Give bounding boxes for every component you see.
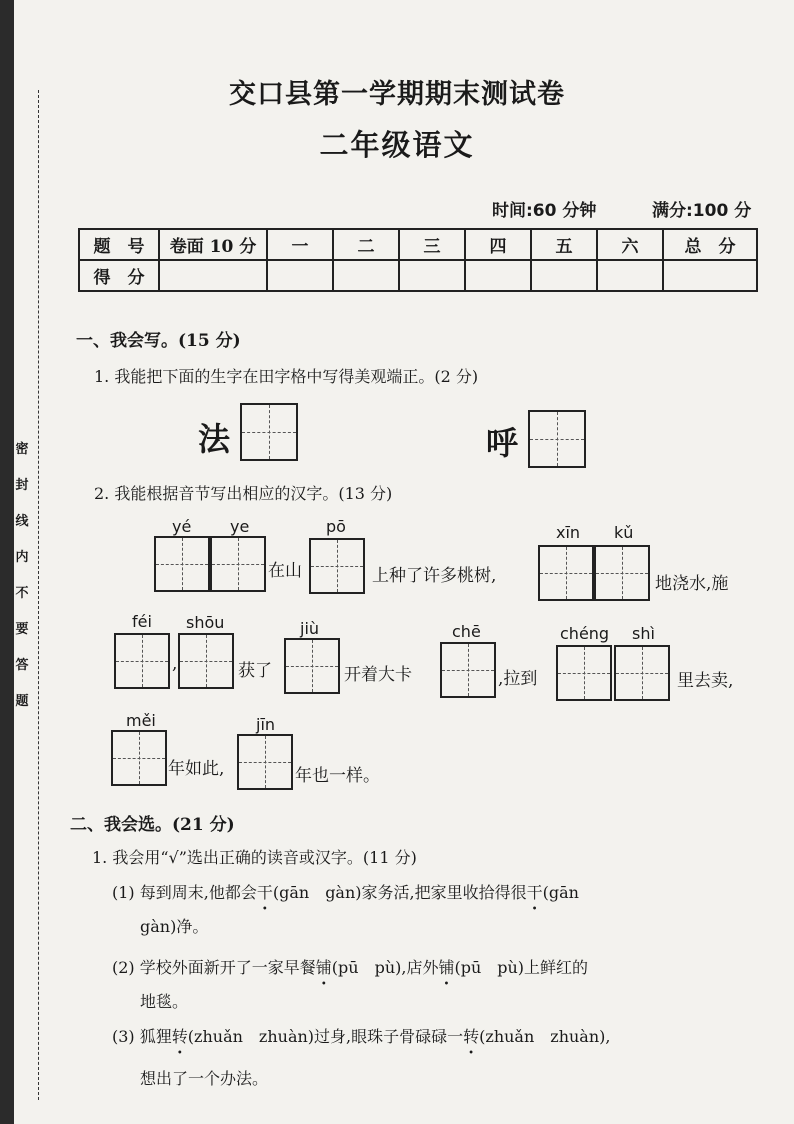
score-input-cell[interactable] <box>663 260 757 291</box>
pinyin-options[interactable]: (pū pù)上鲜红的 <box>454 958 589 977</box>
item-text: 想出了一个办法。 <box>140 1069 269 1088</box>
target-char: 转 <box>171 1027 188 1046</box>
sentence-text: 地浇水,施 <box>655 574 729 594</box>
tianzige-box[interactable] <box>614 645 670 701</box>
exam-subtitle: 二年级语文 <box>319 128 475 162</box>
seal-char: 内 <box>15 550 29 565</box>
model-char-fa: 法 <box>198 420 231 458</box>
pinyin: ye <box>230 517 250 536</box>
score-input-cell[interactable] <box>465 260 531 291</box>
score-cell: 六 <box>597 229 663 260</box>
seal-char: 要 <box>15 622 29 637</box>
model-char-hu: 呼 <box>486 424 519 462</box>
tianzige-box[interactable] <box>556 645 612 701</box>
sentence-text: , <box>172 654 178 674</box>
score-input-cell[interactable] <box>399 260 465 291</box>
score-cell: 一 <box>267 229 333 260</box>
sentence-text: 年也一样。 <box>295 766 380 786</box>
exam-time: 时间:60 分钟 <box>492 201 597 221</box>
tianzige-box[interactable] <box>284 638 340 694</box>
score-cell: 二 <box>333 229 399 260</box>
sentence-text: 上种了许多桃树, <box>372 566 497 586</box>
pinyin-options[interactable]: (gān <box>542 883 579 902</box>
score-input-cell[interactable] <box>531 260 597 291</box>
item-text: (2) 学校外面新开了一家早餐 <box>112 958 316 977</box>
tianzige-box[interactable] <box>178 633 234 689</box>
exam-full-score: 满分:100 分 <box>652 201 752 221</box>
pinyin-options[interactable]: (pū pù),店外 <box>331 958 439 977</box>
tianzige-box[interactable] <box>237 734 293 790</box>
choice-item-2 <box>112 955 588 978</box>
score-cell: 卷面 10 分 <box>159 229 267 260</box>
sentence-text: 获了 <box>238 661 272 681</box>
item-text: (3) 狐狸 <box>112 1027 172 1046</box>
seal-char: 线 <box>15 514 29 529</box>
tianzige-box[interactable] <box>240 403 298 461</box>
tianzige-box[interactable] <box>538 545 594 601</box>
binding-line <box>38 90 40 1100</box>
sentence-text: 里去卖, <box>677 671 734 691</box>
item-text: (1) 每到周末,他都会 <box>112 883 257 902</box>
choice-item-1 <box>112 880 579 903</box>
seal-char: 答 <box>15 658 29 673</box>
pinyin: xīn <box>556 523 581 542</box>
seal-line-text <box>12 440 32 728</box>
seal-char: 题 <box>15 694 29 709</box>
pinyin: féi <box>132 612 152 631</box>
seal-char: 密 <box>15 442 29 457</box>
target-char: 干 <box>256 883 273 902</box>
target-char: 铺 <box>315 958 332 977</box>
pinyin-options[interactable]: (gān gàn)家务活,把家里收拾得很 <box>272 883 527 902</box>
tianzige-box[interactable] <box>114 633 170 689</box>
score-table-header-row <box>79 229 757 260</box>
pinyin: shì <box>632 624 655 643</box>
pinyin-options[interactable]: (zhuǎn zhuàn), <box>479 1027 611 1046</box>
section-2-title: 二、我会选。(21 分) <box>70 815 235 835</box>
score-cell: 三 <box>399 229 465 260</box>
target-char: 转 <box>463 1027 480 1046</box>
tianzige-box[interactable] <box>111 730 167 786</box>
pinyin: chéng <box>560 624 610 643</box>
pinyin-options[interactable]: (zhuǎn zhuàn)过身,眼珠子骨碌碌一 <box>187 1027 464 1046</box>
tianzige-box[interactable] <box>154 536 210 592</box>
score-input-cell[interactable] <box>159 260 267 291</box>
sentence-text: 在山 <box>268 561 302 581</box>
question-1-2: 2. 我能根据音节写出相应的汉字。(13 分) <box>94 484 393 503</box>
pinyin: jiù <box>300 619 320 638</box>
tianzige-box[interactable] <box>309 538 365 594</box>
tianzige-box[interactable] <box>440 642 496 698</box>
exam-title: 交口县第一学期期末测试卷 <box>229 79 565 110</box>
section-1-title: 一、我会写。(15 分) <box>76 331 241 351</box>
choice-item-3 <box>112 1024 610 1047</box>
score-input-cell[interactable] <box>267 260 333 291</box>
score-cell: 总 分 <box>663 229 757 260</box>
tianzige-box[interactable] <box>210 536 266 592</box>
seal-char: 不 <box>15 586 29 601</box>
target-char: 铺 <box>438 958 455 977</box>
score-input-cell[interactable] <box>597 260 663 291</box>
score-cell: 得 分 <box>79 260 159 291</box>
tianzige-box[interactable] <box>594 545 650 601</box>
item-text: 地毯。 <box>140 992 189 1011</box>
score-cell: 五 <box>531 229 597 260</box>
sentence-text: 开着大卡 <box>344 665 412 685</box>
sentence-text: 年如此, <box>168 759 225 779</box>
tianzige-box[interactable] <box>528 410 586 468</box>
score-cell: 题 号 <box>79 229 159 260</box>
question-1-1: 1. 我能把下面的生字在田字格中写得美观端正。(2 分) <box>94 367 479 386</box>
pinyin: jīn <box>256 715 276 734</box>
sentence-text: ,拉到 <box>498 669 538 689</box>
score-input-cell[interactable] <box>333 260 399 291</box>
score-table <box>78 228 758 292</box>
score-table-score-row <box>79 260 757 291</box>
pinyin-options[interactable]: gàn)净。 <box>140 917 209 936</box>
target-char: 干 <box>526 883 543 902</box>
question-2-1: 1. 我会用“√”选出正确的读音或汉字。(11 分) <box>92 848 417 867</box>
pinyin: kǔ <box>614 523 634 542</box>
pinyin: pō <box>326 517 346 536</box>
score-cell: 四 <box>465 229 531 260</box>
seal-char: 封 <box>15 478 29 493</box>
pinyin: měi <box>126 711 156 730</box>
pinyin: chē <box>452 622 481 641</box>
pinyin: shōu <box>186 613 225 632</box>
pinyin: yé <box>172 517 192 536</box>
